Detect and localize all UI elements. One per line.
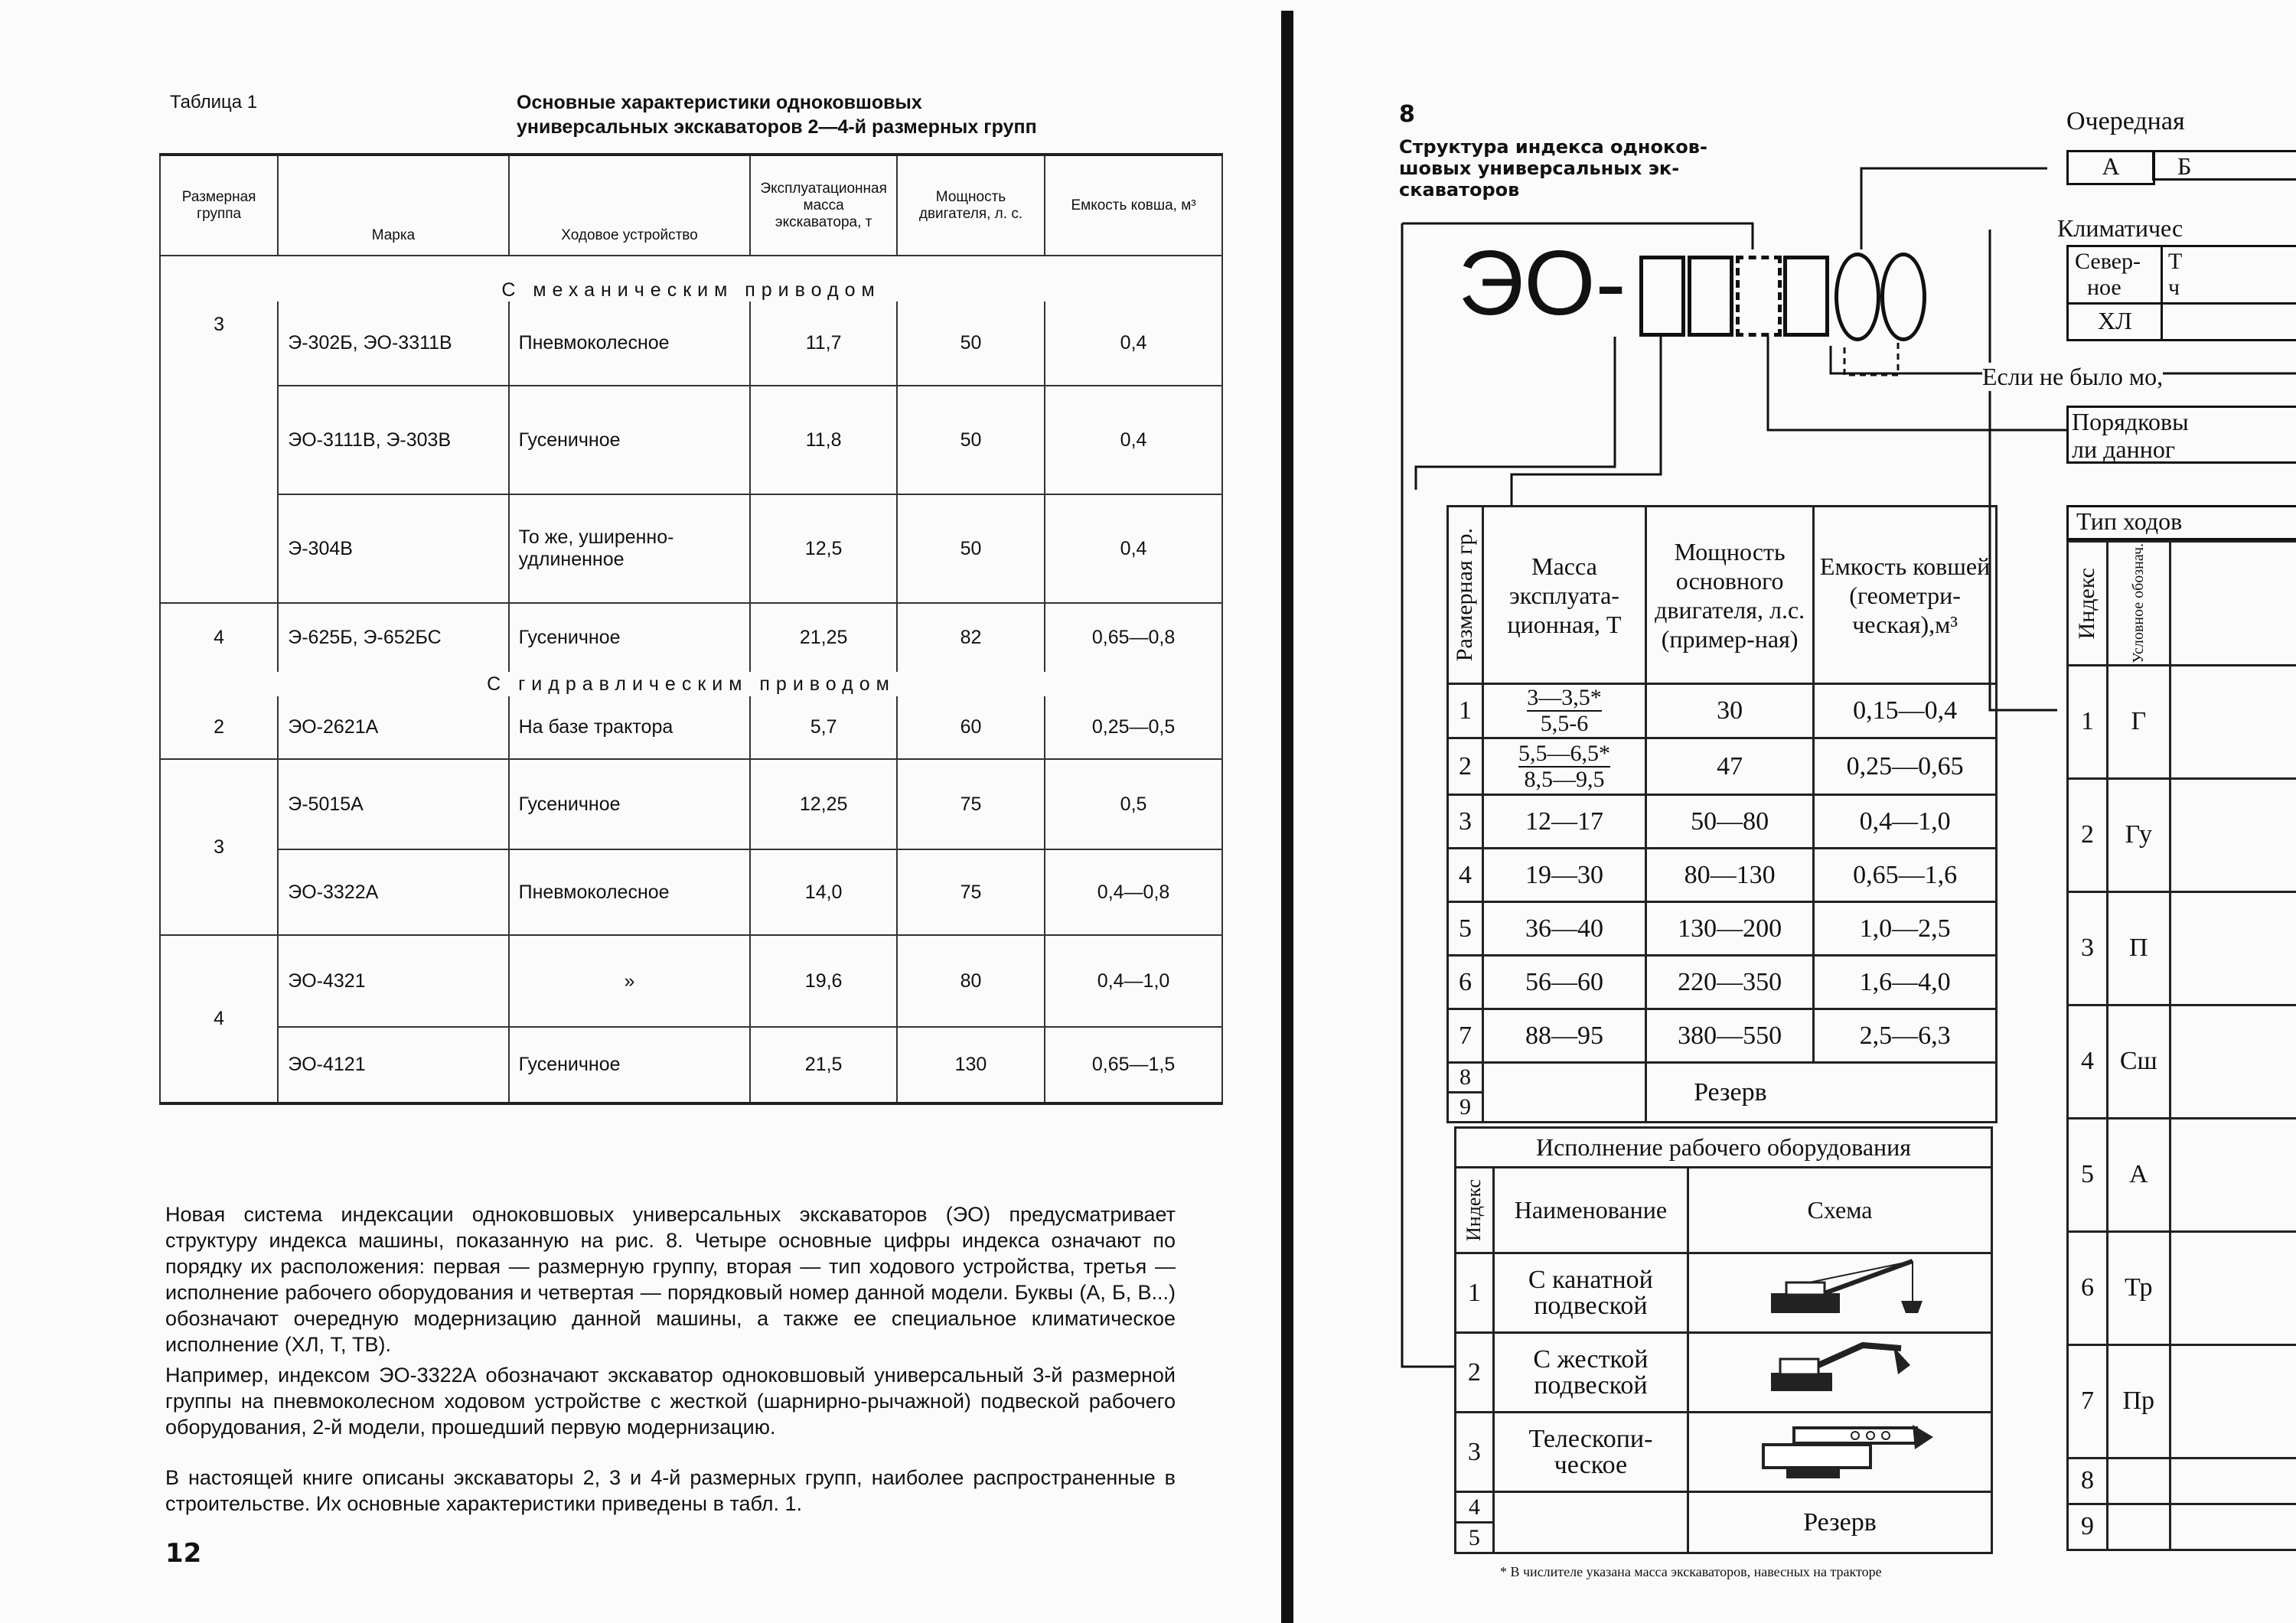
klimat-noe: ное [2087, 275, 2122, 300]
chassis-title: Тип ходов [2066, 505, 2296, 540]
cell-mass: 14,0 [750, 849, 896, 935]
cell-mass: 21,25 [750, 603, 896, 672]
size-row [1448, 738, 1997, 795]
size-row-bucket: 0,65—1,6 [1814, 849, 1997, 902]
cell-chassis: Гусеничное [509, 386, 751, 494]
size-row-n: 1 [1448, 684, 1483, 738]
cell-mass: 11,7 [750, 301, 896, 386]
cell-power: 50 [897, 301, 1045, 386]
table-row [160, 603, 1222, 672]
size-row-bucket: 0,15—0,4 [1814, 684, 1997, 738]
size-row-mass: 19—30 [1482, 849, 1645, 902]
chassis-header-index-text: Индекс [2074, 567, 2100, 640]
chassis-row-code: Г [2107, 665, 2170, 778]
table-row [160, 301, 1222, 386]
table-row [160, 696, 1222, 759]
size-row-n: 2 [1448, 738, 1483, 795]
table-title-line1: Основные характеристики одноковшовых [517, 92, 922, 113]
cell-brand: ЭО-2621А [278, 696, 508, 759]
klimat-box [2066, 245, 2296, 341]
size-row-mass: 36—40 [1482, 902, 1645, 956]
table-row [160, 494, 1222, 603]
size-row-n: 5 [1448, 902, 1483, 956]
cell-bucket: 0,4 [1045, 494, 1222, 603]
cell-chassis: Пневмоколесное [509, 849, 751, 935]
size-row-bucket: 0,4—1,0 [1814, 795, 1997, 849]
header-group: Размерная группа [160, 155, 278, 256]
chassis-row [2068, 778, 2296, 891]
cell-chassis: Гусеничное [509, 603, 751, 672]
equip-header-index [1456, 1168, 1494, 1253]
chassis-row-code: П [2107, 891, 2170, 1005]
chassis-row-blank [2170, 1231, 2296, 1344]
header-bucket: Емкость ковша, м³ [1045, 155, 1222, 256]
size-row-n: 9 [1448, 1093, 1483, 1123]
mod-box-a: А [2066, 150, 2155, 185]
chassis-row [2068, 1458, 2296, 1504]
chassis-row-code: Тр [2107, 1231, 2170, 1344]
size-header-row [1448, 507, 1997, 684]
size-row-n: 6 [1448, 956, 1483, 1009]
chassis-row-n: 2 [2068, 778, 2108, 891]
equip-header-row [1456, 1168, 1992, 1253]
size-header-power: Мощность основного двигателя, л.с.(пример-ная) [1646, 507, 1814, 684]
equip-row-n: 2 [1456, 1333, 1494, 1413]
size-header-group-text: Размерная гр. [1452, 528, 1478, 662]
size-row-bucket: 1,6—4,0 [1814, 956, 1997, 1009]
size-row-mass: 56—60 [1482, 956, 1645, 1009]
cell-brand: Э-625Б, Э-652БС [278, 603, 508, 672]
cell-bucket: 0,4 [1045, 301, 1222, 386]
size-row-power: 30 [1646, 684, 1814, 738]
table-title-line2: универсальных экскаваторов 2—4-й размерных групп [517, 116, 1037, 138]
chassis-row [2068, 1344, 2296, 1458]
cell-mass: 5,7 [750, 696, 896, 759]
size-row-power: 220—350 [1646, 956, 1814, 1009]
chassis-row [2068, 1231, 2296, 1344]
size-row [1448, 1009, 1997, 1063]
size-header-group [1448, 507, 1483, 684]
equip-title: Исполнение рабочего оборудования [1456, 1128, 1992, 1168]
chassis-row-code: Пр [2107, 1344, 2170, 1458]
cell-bucket: 0,5 [1045, 759, 1222, 849]
cell-chassis: То же, уширенно-удлиненное [509, 494, 751, 603]
chassis-row [2068, 1005, 2296, 1118]
cell-brand: Э-302Б, ЭО-3311В [278, 301, 508, 386]
size-row [1448, 956, 1997, 1009]
size-row-n: 3 [1448, 795, 1483, 849]
equip-title-row [1456, 1128, 1992, 1168]
table-row [160, 935, 1222, 1027]
klimat-t: Т [2168, 249, 2183, 274]
specs-table [159, 153, 1223, 1105]
chassis-header-code [2107, 542, 2170, 666]
cell-bucket: 0,4—0,8 [1045, 849, 1222, 935]
size-row-n: 7 [1448, 1009, 1483, 1063]
equip-header-index-text: Индекс [1463, 1179, 1486, 1241]
size-row-mass: 12—17 [1482, 795, 1645, 849]
chassis-row-n: 8 [2068, 1458, 2108, 1504]
cell-bucket: 0,4 [1045, 386, 1222, 494]
label-esli: Если не было мо, [1982, 363, 2164, 390]
size-row-power: 130—200 [1646, 902, 1814, 956]
section-row [160, 672, 1222, 696]
size-row-power: 50—80 [1646, 795, 1814, 849]
equip-row-name: С жесткой подвеской [1493, 1333, 1688, 1413]
size-row [1448, 849, 1997, 902]
cell-bucket: 0,4—1,0 [1045, 935, 1222, 1027]
cell-power: 60 [897, 696, 1045, 759]
size-row [1448, 795, 1997, 849]
klimat-divider-v [2161, 247, 2163, 339]
equip-row-n: 1 [1456, 1253, 1494, 1333]
section-row [160, 256, 1222, 301]
chassis-row-blank [2170, 1344, 2296, 1458]
chassis-row [2068, 1504, 2296, 1550]
cell-power: 80 [897, 935, 1045, 1027]
cell-power: 50 [897, 386, 1045, 494]
caption-line: шовых универсальных эк- [1399, 158, 1680, 179]
equip-row-name: Телескопи-ческое [1493, 1413, 1688, 1492]
equip-row-n: 5 [1456, 1523, 1494, 1553]
cell-chassis: На базе трактора [509, 696, 751, 759]
figure-number: 8 [1399, 101, 1415, 128]
size-header-bucket: Емкость ковшей (геометри-ческая),м³ [1814, 507, 1997, 684]
table-row [160, 759, 1222, 849]
klimat-sever: Север- [2075, 249, 2141, 274]
chassis-row-n: 4 [2068, 1005, 2108, 1118]
cell-bucket: 0,65—1,5 [1045, 1027, 1222, 1103]
paragraph-intro: Новая система индексации одноковшовых универсальных экскаваторов (ЭО) предусматривает структуру индекса машины, показанную на рис. 8. Четыре основные цифры индекса означают по порядку их расположения: первая — размерную группу, вторая — тип ходового устройства, третья — исполнение рабочего оборудования и четвертая — порядковый номер данной модели. Буквы (А, Б, В...) обозначают очередную модернизацию данной машины, а также ее специальное климатическое исполнение (ХЛ, Т, ТВ). [165, 1203, 1176, 1356]
size-row-power: 80—130 [1646, 849, 1814, 902]
size-reserve-blank [1482, 1063, 1645, 1123]
cell-group: 4 [160, 935, 278, 1103]
cell-group: 2 [160, 696, 278, 759]
caption-line: Структура индекса одноков- [1399, 136, 1707, 158]
cell-mass: 21,5 [750, 1027, 896, 1103]
equip-row [1456, 1253, 1992, 1333]
size-row [1448, 902, 1997, 956]
cell-brand: Э-304В [278, 494, 508, 603]
equip-scheme-rigid [1688, 1333, 1992, 1413]
size-row-bucket: 2,5—6,3 [1814, 1009, 1997, 1063]
equip-row-name: С канатной подвеской [1493, 1253, 1688, 1333]
excavator-rigid-icon [1748, 1335, 1932, 1403]
chassis-row-blank [2170, 1458, 2296, 1504]
size-row-power: 47 [1646, 738, 1814, 795]
label-poryad1: Порядковы [2072, 408, 2189, 435]
chassis-header-code-text: Условное обознач. [2129, 543, 2147, 663]
chassis-row-code [2107, 1458, 2170, 1504]
cell-brand: Э-5015А [278, 759, 508, 849]
mod-box-b: Б [2152, 150, 2296, 181]
size-reserve: Резерв [1646, 1063, 1814, 1123]
cell-power: 82 [897, 603, 1045, 672]
cell-mass: 11,8 [750, 386, 896, 494]
cell-chassis: Гусеничное [509, 759, 751, 849]
equip-row-n: 4 [1456, 1492, 1494, 1523]
table-title [517, 90, 1037, 139]
chassis-row-blank [2170, 1504, 2296, 1550]
equip-row-n: 3 [1456, 1413, 1494, 1492]
cell-bucket: 0,25—0,5 [1045, 696, 1222, 759]
table-label: Таблица 1 [170, 92, 258, 112]
mass-top: 3—3,5* [1527, 685, 1602, 710]
size-row-bucket: 1,0—2,5 [1814, 902, 1997, 956]
caption-line: скаваторов [1399, 179, 1520, 200]
cell-power: 75 [897, 849, 1045, 935]
excavator-cable-icon [1748, 1255, 1932, 1324]
size-row-mass [1482, 684, 1645, 738]
cell-power: 50 [897, 494, 1045, 603]
chassis-table [2066, 540, 2296, 1551]
cell-mass: 12,5 [750, 494, 896, 603]
size-row-power: 380—550 [1646, 1009, 1814, 1063]
size-row [1448, 684, 1997, 738]
size-group-table [1446, 505, 1998, 1123]
equip-reserve-blank [1493, 1492, 1688, 1553]
size-row-bucket: 0,25—0,65 [1814, 738, 1997, 795]
label-poryad2: ли данног [2072, 435, 2175, 463]
chassis-row-code: Сш [2107, 1005, 2170, 1118]
cell-brand: ЭО-4121 [278, 1027, 508, 1103]
poryad-box [2066, 406, 2296, 464]
equip-row [1456, 1492, 1992, 1523]
cell-chassis: Гусеничное [509, 1027, 751, 1103]
size-row-n: 4 [1448, 849, 1483, 902]
chassis-row-blank [2170, 1005, 2296, 1118]
chassis-row-n: 1 [2068, 665, 2108, 778]
cell-group: 3 [160, 301, 278, 603]
table-row [160, 849, 1222, 935]
equipment-table [1454, 1126, 1993, 1554]
header-mass: Эксплуатационная масса экскаватора, т [750, 155, 896, 256]
equip-header-name: Наименование [1493, 1168, 1688, 1253]
cell-chassis: Пневмоколесное [509, 301, 751, 386]
index-prefix: ЭО- [1458, 232, 1626, 334]
label-ocherednaya: Очередная [2066, 107, 2185, 135]
equip-row [1456, 1413, 1992, 1492]
equip-scheme-cable [1688, 1253, 1992, 1333]
equip-row [1456, 1333, 1992, 1413]
header-power: Мощность двигателя, л. с. [897, 155, 1045, 256]
chassis-row [2068, 891, 2296, 1005]
chassis-row [2068, 1118, 2296, 1231]
size-header-mass: Масса эксплуата-ционная, Т [1482, 507, 1645, 684]
chassis-row-blank [2170, 778, 2296, 891]
table-row [160, 386, 1222, 494]
chassis-header-row [2068, 542, 2296, 666]
mass-bot: 8,5—9,5 [1524, 766, 1605, 792]
page-gutter [1281, 11, 1293, 1623]
size-row [1448, 1063, 1997, 1093]
chassis-header-blank [2170, 542, 2296, 666]
size-reserve-blank [1814, 1063, 1997, 1123]
section-mech: С механическим приводом [160, 256, 1222, 301]
cell-brand: ЭО-3322А [278, 849, 508, 935]
chassis-row-n: 9 [2068, 1504, 2108, 1550]
section-hydr: С гидравлическим приводом [160, 672, 1222, 696]
cell-brand: ЭО-3111В, Э-303В [278, 386, 508, 494]
page-number: 12 [165, 1538, 202, 1569]
chassis-row-code: Гу [2107, 778, 2170, 891]
table-row [160, 1027, 1222, 1103]
chassis-header-index [2068, 542, 2108, 666]
chassis-row-n: 6 [2068, 1231, 2108, 1344]
klimat-divider [2069, 302, 2296, 305]
cell-mass: 12,25 [750, 759, 896, 849]
chassis-row-n: 3 [2068, 891, 2108, 1005]
cell-bucket: 0,65—0,8 [1045, 603, 1222, 672]
cell-power: 130 [897, 1027, 1045, 1103]
cell-group: 3 [160, 759, 278, 935]
chassis-row-code: А [2107, 1118, 2170, 1231]
table-header-row [160, 155, 1222, 256]
cell-mass: 19,6 [750, 935, 896, 1027]
cell-power: 75 [897, 759, 1045, 849]
chassis-row-n: 7 [2068, 1344, 2108, 1458]
label-klimat: Климатичес [2057, 214, 2183, 242]
header-chassis: Ходовое устройство [509, 155, 751, 256]
footnote: * В числителе указана масса экскаваторов, навесных на тракторе [1500, 1564, 1882, 1579]
mass-bot: 5,5-6 [1540, 711, 1589, 736]
klimat-hl: ХЛ [2098, 307, 2132, 334]
chassis-row-n: 5 [2068, 1118, 2108, 1231]
size-row-mass: 88—95 [1482, 1009, 1645, 1063]
chassis-row [2068, 665, 2296, 778]
cell-chassis: » [509, 935, 751, 1027]
cell-group: 4 [160, 603, 278, 672]
chassis-row-blank [2170, 1118, 2296, 1231]
mass-top: 5,5—6,5* [1518, 740, 1610, 766]
size-row-n: 8 [1448, 1063, 1483, 1093]
equip-scheme-telescopic [1688, 1413, 1992, 1492]
cell-brand: ЭО-4321 [278, 935, 508, 1027]
size-row-mass [1482, 738, 1645, 795]
klimat-ch: ч [2168, 275, 2180, 300]
chassis-row-blank [2170, 665, 2296, 778]
header-brand: Марка [278, 155, 508, 256]
chassis-row-blank [2170, 891, 2296, 1005]
excavator-telescopic-icon [1740, 1414, 1939, 1483]
equip-header-scheme: Схема [1688, 1168, 1992, 1253]
chassis-row-code [2107, 1504, 2170, 1550]
paragraph-example: Например, индексом ЭО-3322А обозначают экскаватор одноковшовый универсальный 3-й размерной группы на пневмоколесном ходовом устройстве с жесткой (шарнирно-рычажной) подвеской рабочего оборудования, 2-й модели, прошедший первую модернизацию. [165, 1364, 1176, 1439]
paragraph-scope: В настоящей книге описаны экскаваторы 2, 3 и 4-й размерных групп, наиболее распространенные в строительстве. Их основные характеристики приведены в табл. 1. [165, 1466, 1176, 1515]
equip-reserve: Резерв [1688, 1492, 1992, 1553]
